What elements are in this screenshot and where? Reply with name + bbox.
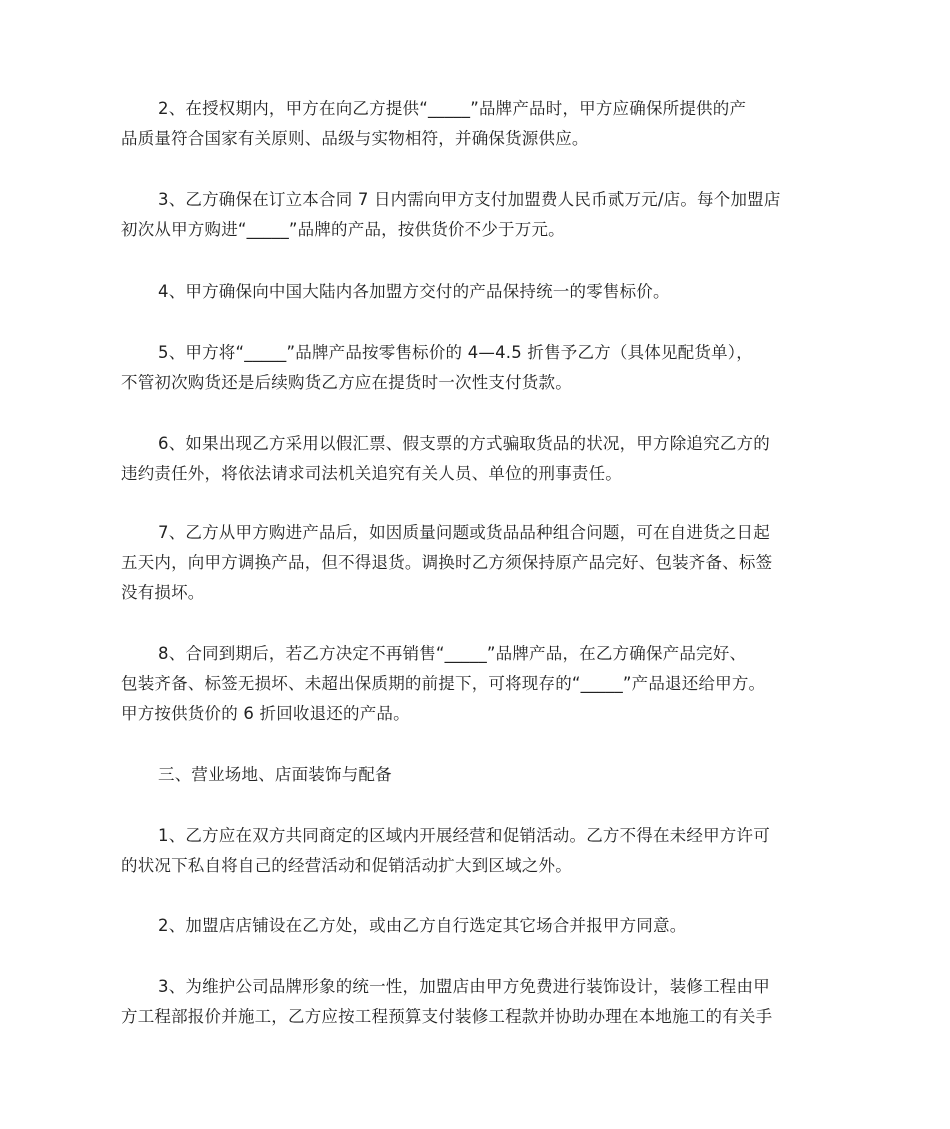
- clause-4-paragraph: [121, 277, 833, 307]
- clause-7-paragraph: [121, 518, 833, 608]
- paragraph-line: 8、合同到期后，若乙方决定不再销售“_____”品牌产品，在乙方确保产品完好、: [158, 644, 747, 663]
- paragraph-line: 违约责任外，将依法请求司法机关追究有关人员、单位的刑事责任。: [121, 464, 622, 483]
- paragraph-line: 甲方按供货价的 6 折回收退还的产品。: [121, 704, 410, 723]
- paragraph-line: 五天内，向甲方调换产品，但不得退货。调换时乙方须保持原产品完好、包装齐备、标签: [121, 553, 773, 572]
- paragraph-line: 3、乙方确保在订立本合同 7 日内需向甲方支付加盟费人民币贰万元/店。每个加盟店: [158, 190, 781, 209]
- paragraph-line: 7、乙方从甲方购进产品后，如因质量问题或货品品种组合问题，可在自进货之日起: [158, 523, 770, 542]
- paragraph-line: 4、甲方确保向中国大陆内各加盟方交付的产品保持统一的零售标价。: [158, 282, 670, 301]
- section3-clause-1-paragraph: [121, 821, 833, 881]
- section3-clause-3-paragraph: [121, 972, 833, 1032]
- section3-clause-2-paragraph: [121, 911, 833, 941]
- clause-3-paragraph: [121, 185, 833, 245]
- clause-8-paragraph: [121, 639, 833, 729]
- paragraph-line: 方工程部报价并施工，乙方应按工程预算支付装修工程款并协助办理在本地施工的有关手: [121, 1007, 773, 1026]
- clause-6-paragraph: [121, 429, 833, 489]
- paragraph-line: 品质量符合国家有关原则、品级与实物相符，并确保货源供应。: [121, 129, 589, 148]
- paragraph-line: 初次从甲方购进“_____”品牌的产品，按供货价不少于万元。: [121, 220, 565, 239]
- paragraph-line: 的状况下私自将自己的经营活动和促销活动扩大到区域之外。: [121, 856, 572, 875]
- paragraph-line: 1、乙方应在双方共同商定的区域内开展经营和促销活动。乙方不得在未经甲方许可: [158, 826, 770, 845]
- paragraph-line: 5、甲方将“_____”品牌产品按零售标价的 4—4.5 折售予乙方（具体见配货单），: [158, 343, 753, 362]
- clause-5-paragraph: [121, 338, 833, 398]
- paragraph-line: 包装齐备、标签无损坏、未超出保质期的前提下，可将现存的“_____”产品退还给甲方。: [121, 674, 766, 693]
- paragraph-line: 2、在授权期内，甲方在向乙方提供“_____”品牌产品时，甲方应确保所提供的产: [158, 99, 747, 118]
- section-heading-text: 三、营业场地、店面装饰与配备: [158, 765, 392, 784]
- paragraph-line: 3、为维护公司品牌形象的统一性，加盟店由甲方免费进行装饰设计，装修工程由甲: [158, 977, 770, 996]
- paragraph-line: 6、如果出现乙方采用以假汇票、假支票的方式骗取货品的状况，甲方除追究乙方的: [158, 434, 770, 453]
- paragraph-line: 不管初次购货还是后续购货乙方应在提货时一次性支付货款。: [121, 373, 572, 392]
- section-heading: [121, 760, 833, 790]
- clause-2-paragraph: [121, 94, 833, 154]
- paragraph-line: 2、加盟店店铺设在乙方处，或由乙方自行选定其它场合并报甲方同意。: [158, 916, 687, 935]
- paragraph-line: 没有损坏。: [121, 583, 205, 602]
